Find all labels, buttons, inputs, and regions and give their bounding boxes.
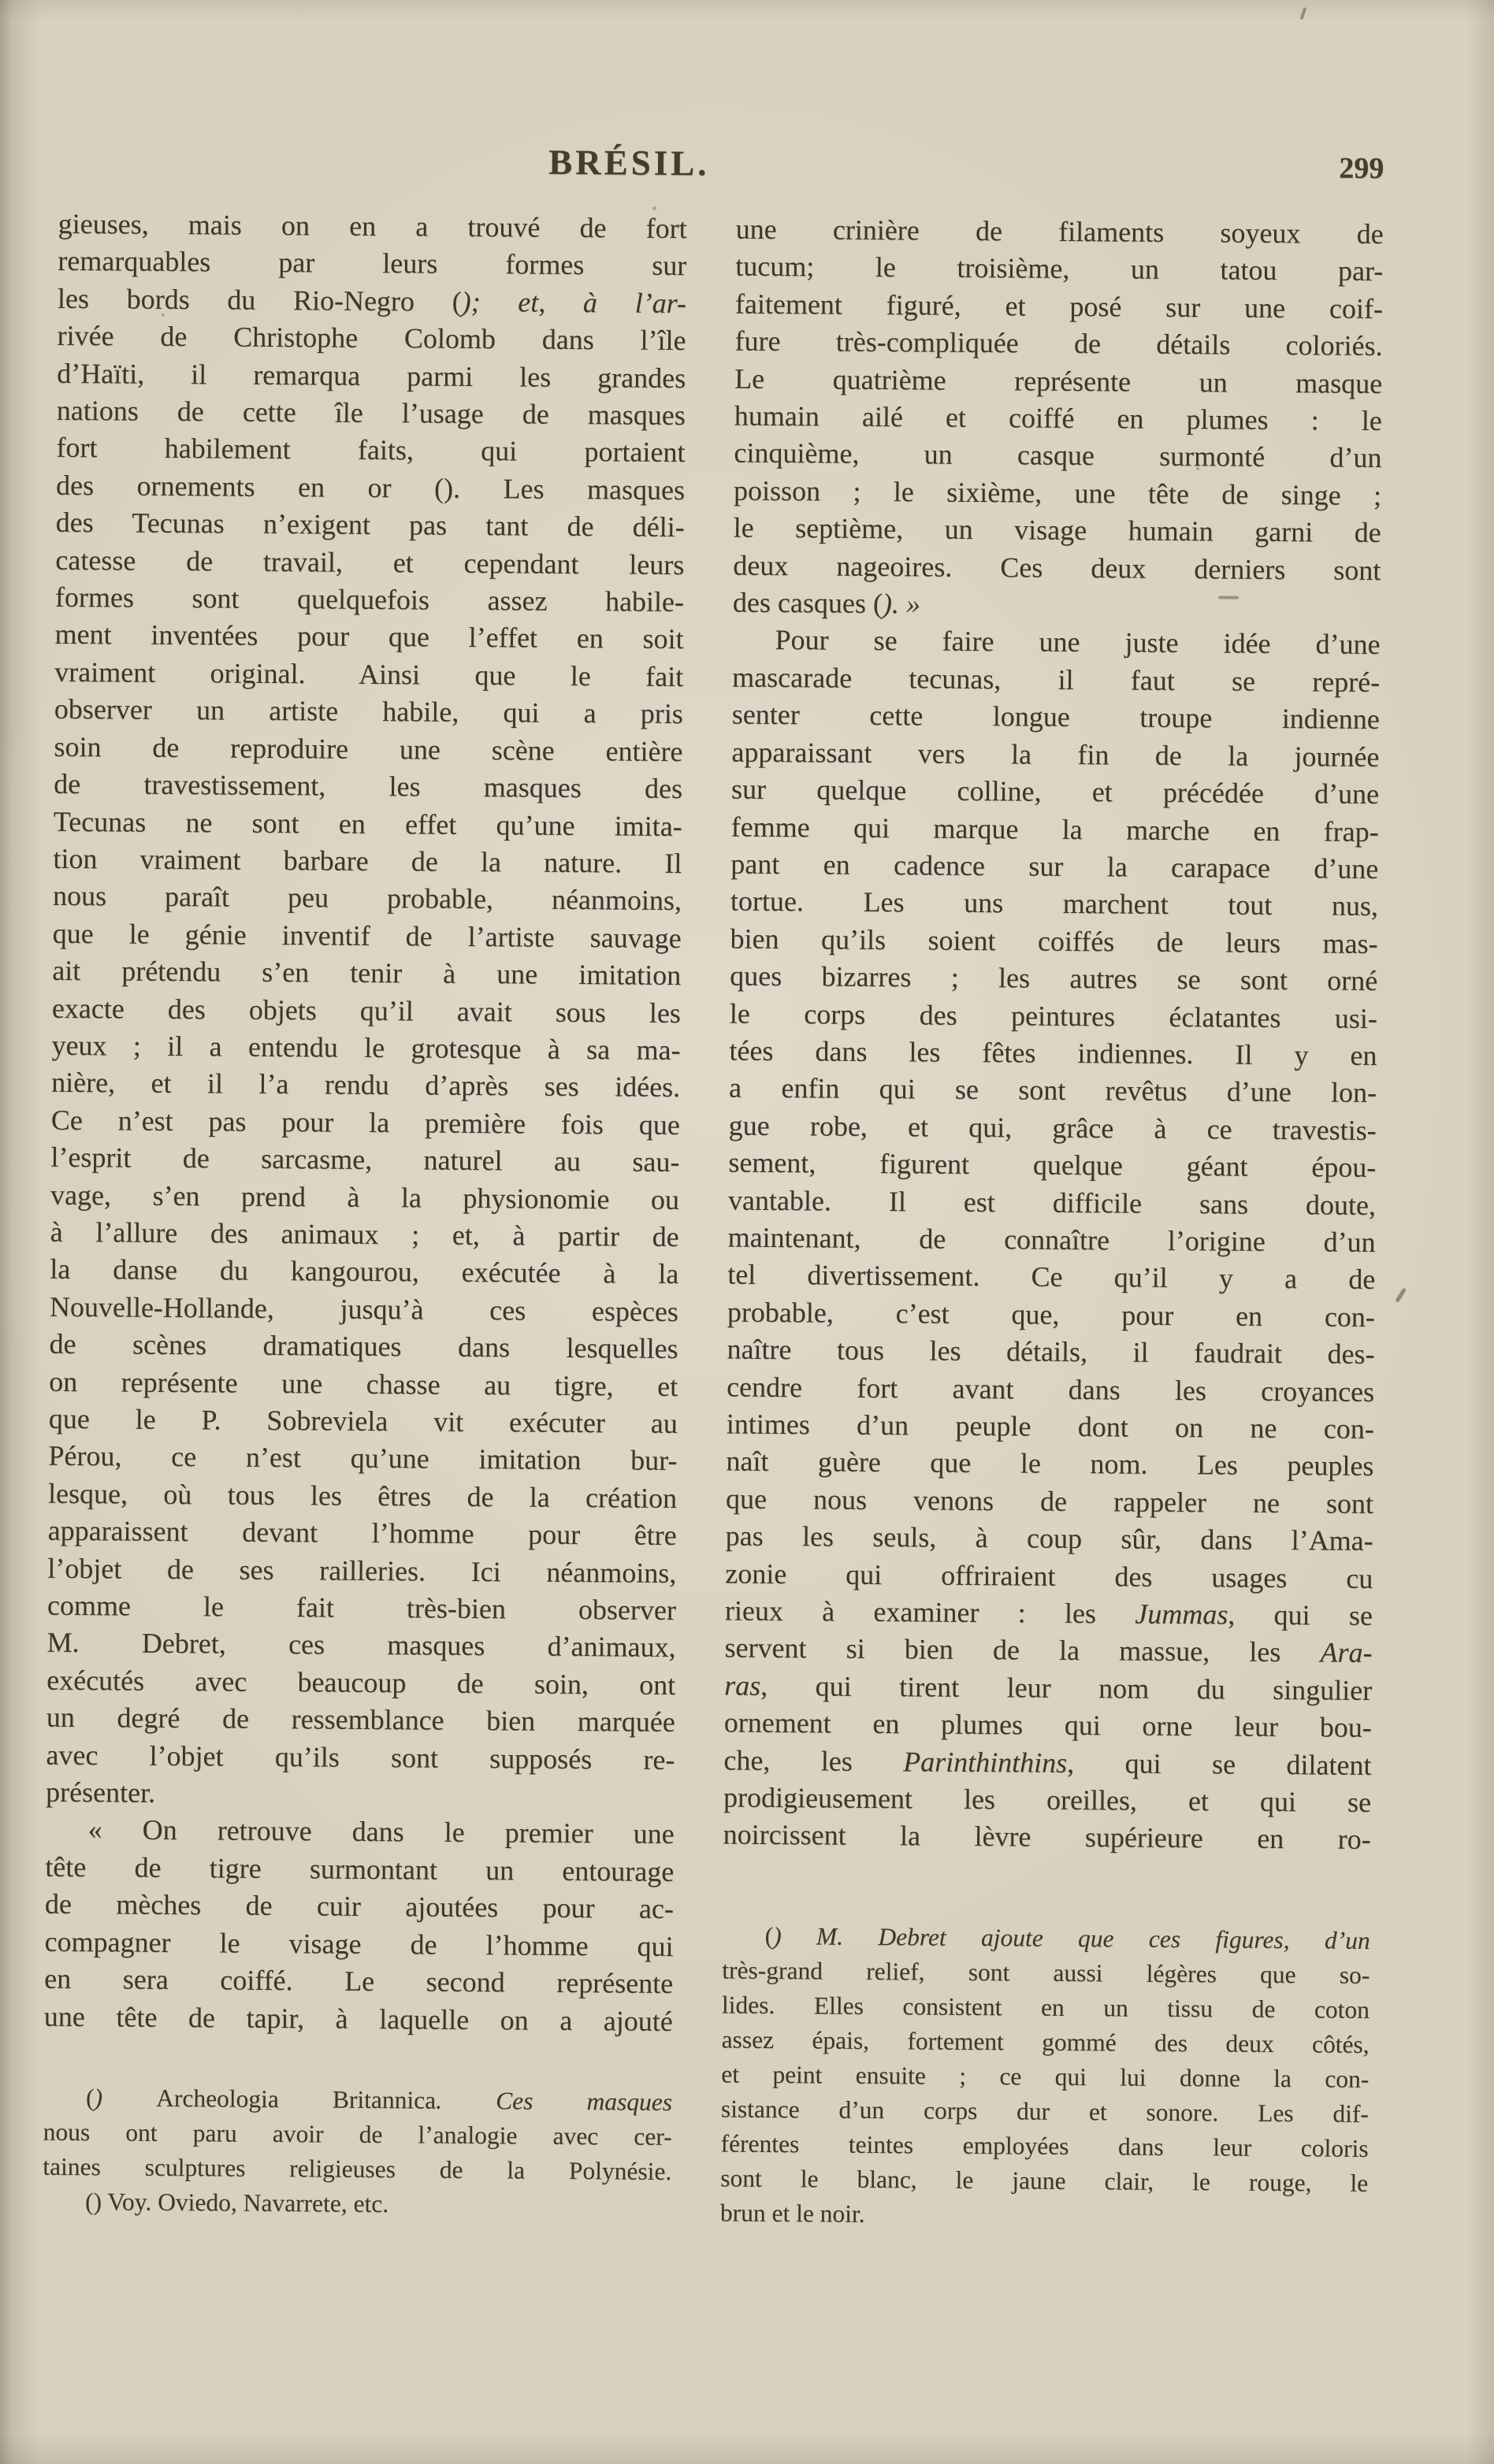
text-line: rivée de Christophe Colomb dans l’île [57,320,686,357]
text-line: férentes teintes employées dans leur coloris [720,2129,1369,2162]
text-line: les bords du Rio-Negro (); et, à l’ar- [57,282,687,319]
text-line: exécutés avec beaucoup de soin, ont [46,1664,676,1701]
text-line: et peint ensuite ; ce qui lui donne la con- [721,2060,1370,2093]
text-line: Nouvelle-Hollande, jusqu’à ces espèces [49,1290,679,1327]
text-line: vage, s’en prend à la physionomie ou [50,1178,680,1215]
text-line: la danse du kangourou, exécutée à la [50,1253,679,1290]
text-line: yeux ; il a entendu le grotesque à sa ma- [51,1029,681,1067]
text-line: bien qu’ils soient coiffés de leurs mas- [730,922,1378,959]
text-line: tel divertissement. Ce qu’il y a de [727,1258,1376,1296]
text-line: remarquables par leurs formes sur [58,245,687,282]
text-line: che, les Parinthinthins, qui se dilatent [723,1744,1372,1781]
text-line: d’Haïti, il remarqua parmi les grandes [57,357,686,394]
text-line: pas les seuls, à coup sûr, dans l’Ama- [725,1520,1373,1557]
left-column-body [44,206,687,2040]
text-line: exacte des objets qu’il avait sous les [51,992,682,1029]
text-line: l’esprit de sarcasme, naturel au sau- [50,1141,680,1178]
text-line: deux nageoires. Ces deux derniers sont [733,549,1381,586]
text-line: gue robe, et qui, grâce à ce travestis- [728,1109,1377,1146]
paper-speck [652,206,656,210]
text-line: ras, qui tirent leur nom du singulier [724,1669,1373,1706]
text-line: tortue. Les uns marchent tout nus, [730,885,1379,922]
text-line: des Tecunas n’exigent pas tant de déli- [55,507,685,544]
text-line: mascarade tecunas, il faut se repré- [732,661,1381,698]
text-line: lesque, où tous les êtres de la création [47,1477,678,1514]
text-line: une crinière de filaments soyeux de [735,213,1384,250]
text-line: sistance d’un corps dur et sonore. Les dif- [720,2095,1370,2128]
text-line: fure très-compliquée de détails coloriés. [734,325,1383,362]
text-line: soin de reproduire une scène entière [54,730,683,767]
scan-artifact-mark [1395,1287,1407,1303]
paper-speck [1196,467,1199,470]
text-line: Tecunas ne sont en effet qu’une imita- [53,805,682,842]
right-column-body [723,211,1384,1859]
text-line: formes sont quelquefois assez habile- [54,581,685,618]
text-line: faitement figuré, et posé sur une coif- [734,288,1384,325]
text-line: gieuses, mais on en a trouvé de fort [58,207,687,245]
text-line: que le génie inventif de l’artiste sauvage [52,917,682,954]
text-line: nous paraît peu probable, néanmoins, [52,880,682,917]
text-line: noircissent la lèvre supérieure en ro- [723,1819,1371,1856]
text-line: sur quelque colline, et précédée d’une [730,773,1380,811]
text-line: que le P. Sobreviela vit exécuter au [48,1402,678,1440]
text-line: comme le fait très-bien observer [46,1589,677,1627]
text-line: humain ailé et coiffé en plumes : le [734,399,1382,437]
text-line: ornement en plumes qui orne leur bou- [723,1706,1372,1744]
text-line: de travestissement, les masques des [54,767,683,805]
text-line: une tête de tapir, à laquelle on a ajouté [43,2000,674,2037]
paper-speck [162,314,165,317]
text-line: senter cette longue troupe indienne [731,698,1381,736]
text-line: des ornements en or (). Les masques [55,469,686,506]
text-line: prodigieusement les oreilles, et qui se [723,1781,1372,1819]
text-line: Pour se faire une juste idée d’une [775,624,1381,661]
text-line: ait prétendu s’en tenir à une imitation [52,954,682,992]
text-line: ques bizarres ; les autres se sont orné [730,959,1378,997]
text-line: femme qui marque la marche en frap- [730,811,1379,848]
text-line: naître tous les détails, il faudrait des- [727,1333,1375,1371]
text-line: cinquième, un casque surmonté d’un [734,437,1382,474]
text-line: ment inventées pour que l’effet en soit [54,618,684,655]
text-line: sement, figurent quelque géant épou- [728,1146,1377,1184]
text-line: poisson ; le sixième, une tête de singe ; [733,474,1382,511]
text-line: maintenant, de connaître l’origine d’un [727,1221,1376,1258]
text-line: des casques (). » [732,586,921,620]
text-line: tion vraiment barbare de la nature. Il [53,842,682,879]
text-line: () Voy. Oviedo, Navarrete, etc. [84,2188,389,2218]
text-line: avec l’objet qu’ils sont supposés re- [46,1739,675,1776]
text-line: on représente une chasse au tigre, et [49,1365,678,1402]
running-head [0,0,1494,210]
text-line: Le quatrième représente un masque [734,362,1383,399]
text-line: cendre fort avant dans les croyances [727,1371,1375,1408]
page-title: BRÉSIL. [548,142,710,184]
text-line: brun et le noir. [719,2199,865,2228]
text-line: () M. Debret ajoute que ces figures, d’un [764,1921,1370,1954]
text-line: taines sculptures religieuses de la Polynésie. [43,2152,672,2186]
text-line: à l’allure des animaux ; et, à partir de [50,1215,679,1253]
text-line: a enfin qui se sont revêtus d’une lon- [728,1071,1377,1109]
text-line: Pérou, ce n’est qu’une imitation bur- [48,1440,678,1477]
text-line: rieux à examiner : les Jummas, qui se [724,1594,1373,1632]
page-number: 299 [1339,151,1384,186]
text-line: pant en cadence sur la carapace d’une [730,848,1379,885]
text-line: que nous venons de rappeler ne sont [725,1482,1374,1520]
text-line: en sera coiffé. Le second représente [44,1962,674,2000]
text-line: assez épais, fortement gommé des deux côtés, [721,2025,1370,2058]
text-line: Ce n’est pas pour la première fois que [50,1104,680,1141]
text-line: nous ont paru avoir de l’analogie avec cer- [43,2117,672,2151]
text-line: fort habilement faits, qui portaient [56,432,686,469]
text-line: nière, et il l’a rendu d’après ses idées. [51,1067,681,1104]
text-line: nations de cette île l’usage de masques [56,394,686,432]
left-column-footnotes [43,2080,672,2224]
text-line: probable, c’est que, pour en con- [727,1296,1376,1333]
text-line: vraiment original. Ainsi que le fait [54,655,684,692]
text-line: le corps des peintures éclatantes usi- [729,997,1378,1034]
text-line: présenter. [45,1776,156,1809]
text-line: très-grand relief, sont aussi légères que so- [722,1956,1370,1989]
text-line: zonie qui offriraient des usages cu [725,1557,1373,1594]
text-line: apparaissant vers la fin de la journée [731,736,1380,773]
text-line: tête de tigre surmontant un entourage [45,1850,675,1887]
text-line: tées dans les fêtes indiennes. Il y en [729,1034,1377,1071]
text-line: naît guère que le nom. Les peuples [726,1445,1374,1482]
scan-artifact-dash [1218,596,1239,599]
text-line: un degré de ressemblance bien marquée [46,1701,675,1739]
text-line: compagner le visage de l’homme qui [44,1925,674,1962]
text-line: le septième, un visage humain garni de [733,511,1381,549]
text-line: () Archeologia Britannica. Ces masques [85,2084,673,2117]
text-line: catesse de travail, et cependant leurs [55,544,685,581]
right-column-footnotes [720,1919,1370,2236]
text-line: servent si bien de la massue, les Ara- [724,1631,1373,1669]
text-line: tucum; le troisième, un tatou par- [735,250,1384,288]
text-line: observer un artiste habile, qui a pris [54,693,684,730]
text-line: « On retrouve dans le premier une [87,1813,675,1850]
text-line: sont le blanc, le jaune clair, le rouge, le [720,2164,1369,2197]
text-line: M. Debret, ces masques d’animaux, [46,1627,676,1664]
text-line: apparaissent devant l’homme pour être [47,1515,677,1552]
text-line: lides. Elles consistent en un tissu de coton [721,1991,1370,2024]
text-line: de scènes dramatiques dans lesquelles [49,1327,678,1365]
text-line: intimes d’un peuple dont on ne con- [726,1408,1374,1445]
text-line: de mèches de cuir ajoutées pour ac- [44,1888,675,1925]
text-line: l’objet de ses railleries. Ici néanmoins, [47,1552,677,1589]
text-line: vantable. Il est difficile sans doute, [727,1184,1377,1221]
